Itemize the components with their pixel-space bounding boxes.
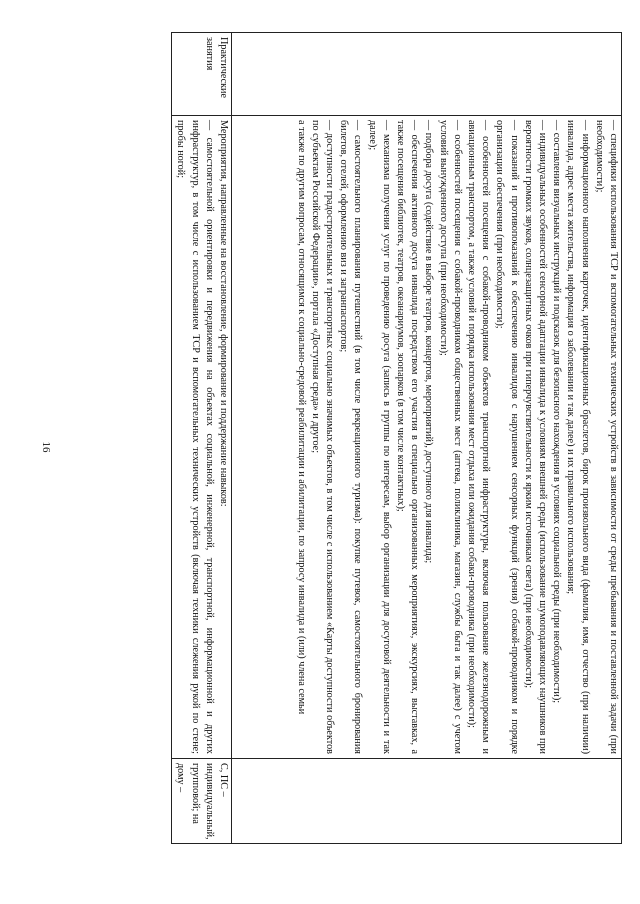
row1-content-cell [232,116,622,759]
list-item: — обеспечения активного досуга инвалида посредством его участия в специально организованных мероприятиях, экскурсиях, выставках, а также посещения библиотек, театров, океанариумов, зоопарков (в том числе контактных); [394,120,421,754]
list-item: Мероприятия, направленные на восстановление, формирование и поддержание навыков: [218,120,229,507]
row2-form-cell: С, ПС – индивидуальный, групповой; на дому – [172,759,232,844]
table-row [232,33,622,844]
list-item: — составления визуальных инструкций и подсказок для безопасного нахождения в условиях социальной среды (при необходимости); [551,120,563,704]
list-item: а также по другим вопросам, относящимся к социально-средовой реабилитации и абилитации, по запросу инвалида и (или) члена семьи [295,120,307,715]
list-item: — самостоятельной ориентировки и передвижения на объектах социальной, инженерной, транспортной, информационной и других инфраструктур, в том числе с использованием ТСР и вспомогательных технических устройств (включая техники слежения рукой по стене; пробы ногой; [175,120,215,754]
row2-type-cell: Практические занятия [172,33,232,116]
rotated-page-content [59,32,622,844]
list-item: — доступности градостроительных и транспортных социально значимых объектов, в том числе с использованием «Карты доступности объектов по субъектам Российской Федерации», портала «Доступная среда» и другое; [309,120,335,754]
list-item: — специфики использования ТСР и вспомогательных технических устройств в зависимости от среды пребывания и поставленной задачи (при необходимости); [593,120,619,754]
list-item: — особенностей посещения с собакой-проводником объектов транспортной инфраструктуры, включая пользование железнодорожным и авиационным транспортом, а также условий и порядка использования мест отдыха или ожидания собаки-проводника (при необходимости); [465,120,492,754]
list-item: — индивидуальных особенностей сенсорной адаптации инвалида к условиям внешней среды (использование шумоподавляющих наушников при вероятности громких звуков, солнцезащитных очков при гиперчувствительности к ярким источникам света) (при необходимости); [522,120,548,754]
row1-form-cell [232,759,622,844]
list-item: — информационного наполнения карточек, идентификационных браслетов, бирок произвольного вида (фамилия, имя, отчество (при наличии) инвалида, адрес места жительства, информация о заболевании и так далее) и их правильного использования; [565,120,591,754]
list-item: — особенностей посещения с собакой-проводником общественных мест (аптека, поликлиника, магазин, службы быта и так далее) с учетом условий вынужденного доступа (при необходимости); [437,120,463,754]
table-row [172,33,232,844]
list-item: — подбора досуга (содействие в выборе театров, концертов, мероприятий), доступного для инвалида; [423,120,435,564]
list-item: — механизма получения услуг по проведению досуга (запись в группы по интересам, выбор организации для досуговой деятельности и так далее); [366,120,392,754]
list-item: — самостоятельного планирования путешествий (в том числе рекреационного туризма): покупке путевок, самостоятельного бронирования билетов, отелей, оформлению виз и загранпаспортов; [338,120,364,754]
row1-type-cell [232,33,622,116]
row2-content-cell [172,116,232,759]
list-item: — показаний и противопоказаний к обеспечению инвалидов с нарушением сенсорных функций (зрения) собакой-проводником и порядке организации обеспечения (при необходимости); [494,120,520,754]
rehabilitation-table [171,32,622,844]
page-number: 16 [40,441,52,453]
